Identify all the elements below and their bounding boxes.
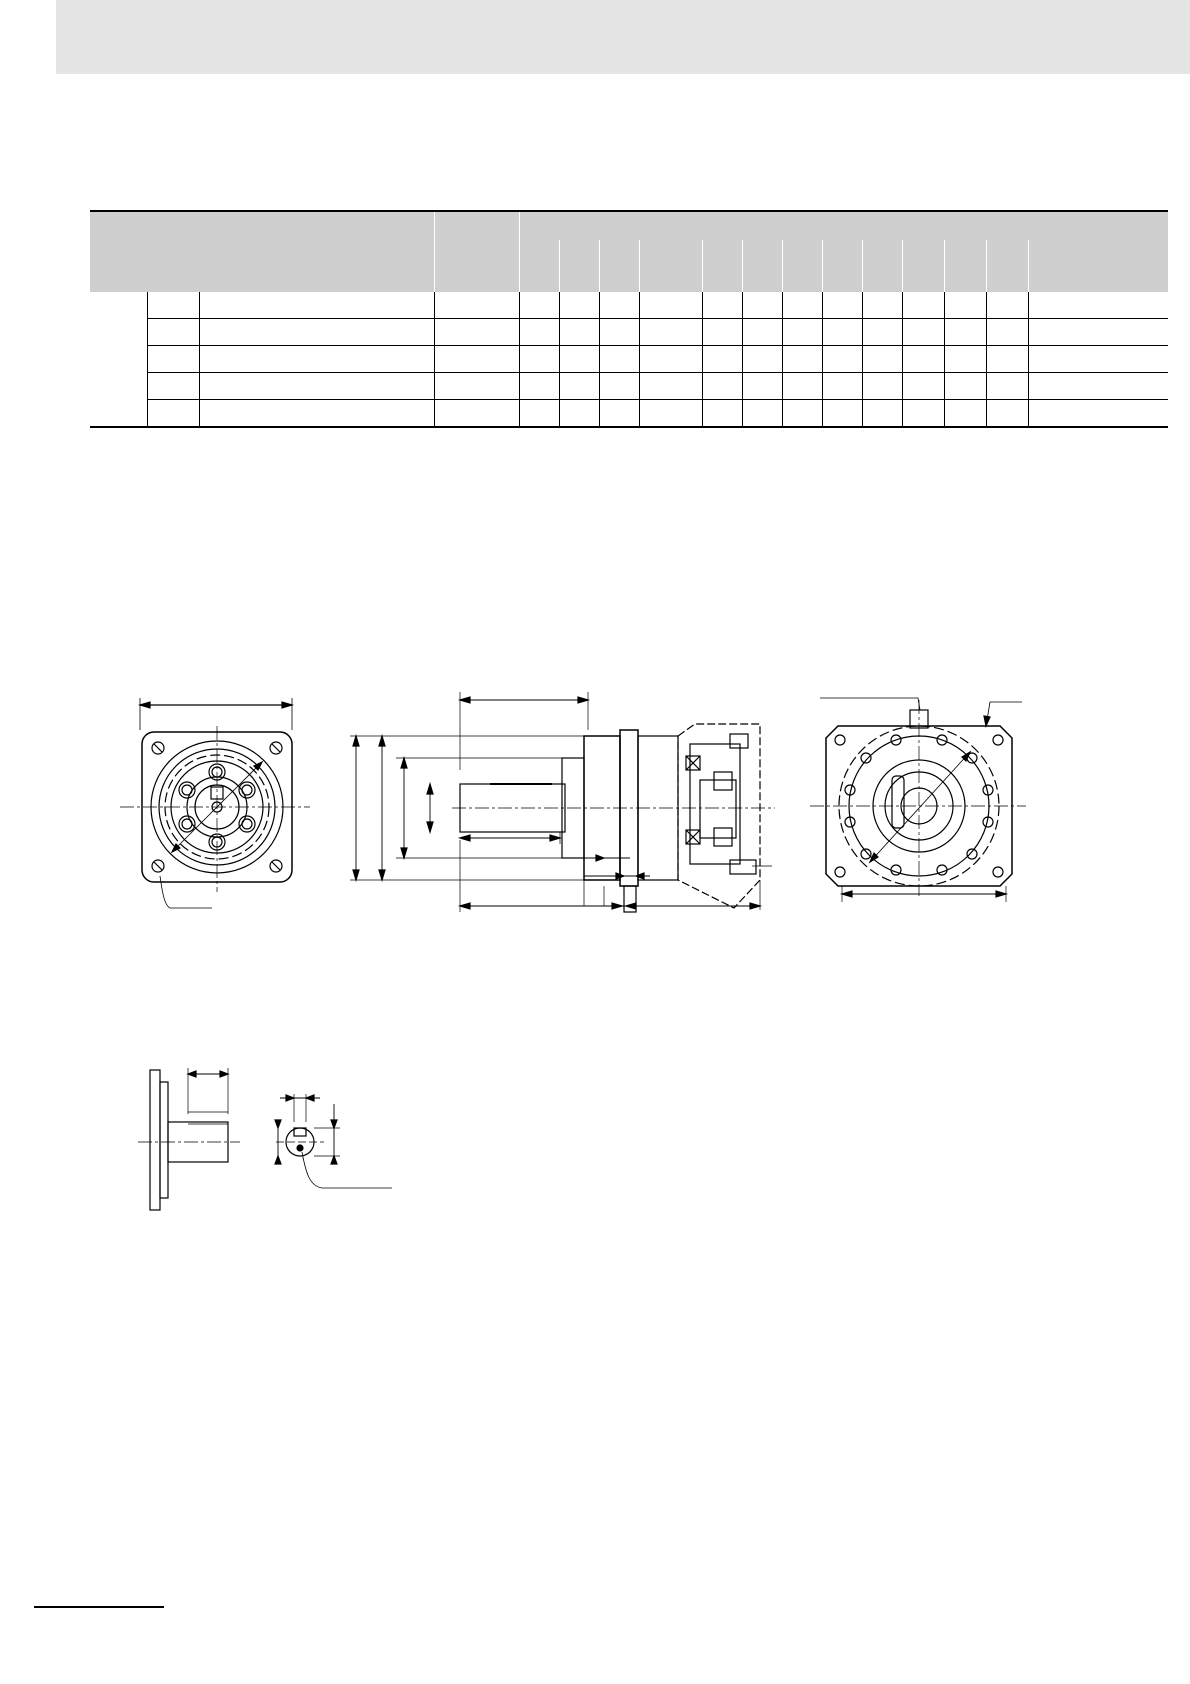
dim-col-header — [1028, 240, 1168, 292]
dim-cell — [822, 346, 862, 373]
dim-cell — [702, 400, 742, 428]
ratio-cell — [434, 292, 519, 319]
dim-col-header — [986, 240, 1028, 292]
footer-rule — [34, 1606, 164, 1608]
dim-cell — [742, 373, 782, 400]
dim-cell — [862, 400, 902, 428]
dim-col-header — [902, 240, 944, 292]
dim-cell — [944, 319, 986, 346]
dim-cell — [986, 292, 1028, 319]
dim-cell — [902, 346, 944, 373]
dim-cell — [599, 292, 639, 319]
model-cell — [199, 400, 434, 428]
dim-cell — [639, 373, 702, 400]
dim-cell — [782, 373, 822, 400]
dim-cell — [519, 346, 559, 373]
model-header-cell — [90, 211, 434, 292]
dim-col-header — [519, 240, 559, 292]
dim-cell — [1028, 346, 1168, 373]
dim-cell — [702, 292, 742, 319]
dim-cell — [599, 373, 639, 400]
ratio-cell — [434, 373, 519, 400]
dim-cell — [599, 346, 639, 373]
dim-cell — [702, 319, 742, 346]
model-cell — [199, 373, 434, 400]
dim-cell — [782, 346, 822, 373]
dim-cell — [599, 400, 639, 428]
dim-cell — [862, 292, 902, 319]
dim-cell — [986, 319, 1028, 346]
dim-cell — [862, 319, 902, 346]
table-row — [90, 400, 1168, 428]
dim-cell — [1028, 292, 1168, 319]
dim-cell — [559, 319, 599, 346]
dim-cell — [902, 373, 944, 400]
size-cell — [147, 400, 199, 428]
dim-col-header — [822, 240, 862, 292]
dim-col-header — [782, 240, 822, 292]
dim-cell — [559, 373, 599, 400]
dim-cell — [986, 400, 1028, 428]
dim-cell — [639, 319, 702, 346]
dim-cell — [559, 346, 599, 373]
dim-cell — [986, 346, 1028, 373]
dim-cell — [519, 292, 559, 319]
dim-cell — [639, 346, 702, 373]
dim-cell — [559, 292, 599, 319]
dim-col-header — [742, 240, 782, 292]
dim-col-header — [559, 240, 599, 292]
dim-cell — [1028, 319, 1168, 346]
dim-cell — [1028, 400, 1168, 428]
size-cell — [147, 373, 199, 400]
dim-cell — [902, 319, 944, 346]
group-cell — [90, 292, 147, 427]
size-cell — [147, 346, 199, 373]
dim-cell — [822, 319, 862, 346]
dim-cell — [822, 400, 862, 428]
dim-cell — [944, 373, 986, 400]
flange-front-view — [120, 690, 320, 940]
dim-cell — [782, 319, 822, 346]
dim-cell — [742, 346, 782, 373]
dim-col-header — [702, 240, 742, 292]
dim-cell — [599, 319, 639, 346]
dimensions-header-cell — [519, 211, 1168, 240]
table-row — [90, 292, 1168, 319]
ratio-cell — [434, 400, 519, 428]
table-row — [90, 373, 1168, 400]
motor-mount-rear-view — [810, 690, 1030, 920]
dim-cell — [702, 373, 742, 400]
dim-cell — [902, 292, 944, 319]
dim-col-header — [599, 240, 639, 292]
dim-cell — [639, 292, 702, 319]
shaft-key-detail-view — [130, 1064, 430, 1224]
dim-cell — [519, 319, 559, 346]
model-cell — [199, 319, 434, 346]
table-row — [90, 346, 1168, 373]
model-cell — [199, 292, 434, 319]
dim-cell — [902, 400, 944, 428]
dim-cell — [742, 292, 782, 319]
dim-cell — [782, 400, 822, 428]
dim-cell — [862, 373, 902, 400]
dim-cell — [822, 373, 862, 400]
dim-cell — [519, 400, 559, 428]
table-row — [90, 319, 1168, 346]
dim-cell — [1028, 373, 1168, 400]
reducer-side-section-view — [340, 680, 780, 980]
dim-cell — [559, 400, 599, 428]
dim-cell — [742, 319, 782, 346]
dim-cell — [944, 346, 986, 373]
dim-cell — [822, 292, 862, 319]
model-cell — [199, 346, 434, 373]
dim-cell — [862, 346, 902, 373]
dim-cell — [944, 400, 986, 428]
dim-col-header — [944, 240, 986, 292]
dim-cell — [986, 373, 1028, 400]
dim-cell — [519, 373, 559, 400]
dim-cell — [742, 400, 782, 428]
dim-col-header — [639, 240, 702, 292]
size-cell — [147, 319, 199, 346]
ratio-header-cell — [434, 211, 519, 292]
ratio-cell — [434, 319, 519, 346]
size-cell — [147, 292, 199, 319]
dim-cell — [782, 292, 822, 319]
page-header-band — [56, 0, 1190, 74]
dim-cell — [944, 292, 986, 319]
ratio-cell — [434, 346, 519, 373]
dim-col-header — [862, 240, 902, 292]
dim-cell — [702, 346, 742, 373]
dimension-table — [90, 210, 1168, 428]
dim-cell — [639, 400, 702, 428]
